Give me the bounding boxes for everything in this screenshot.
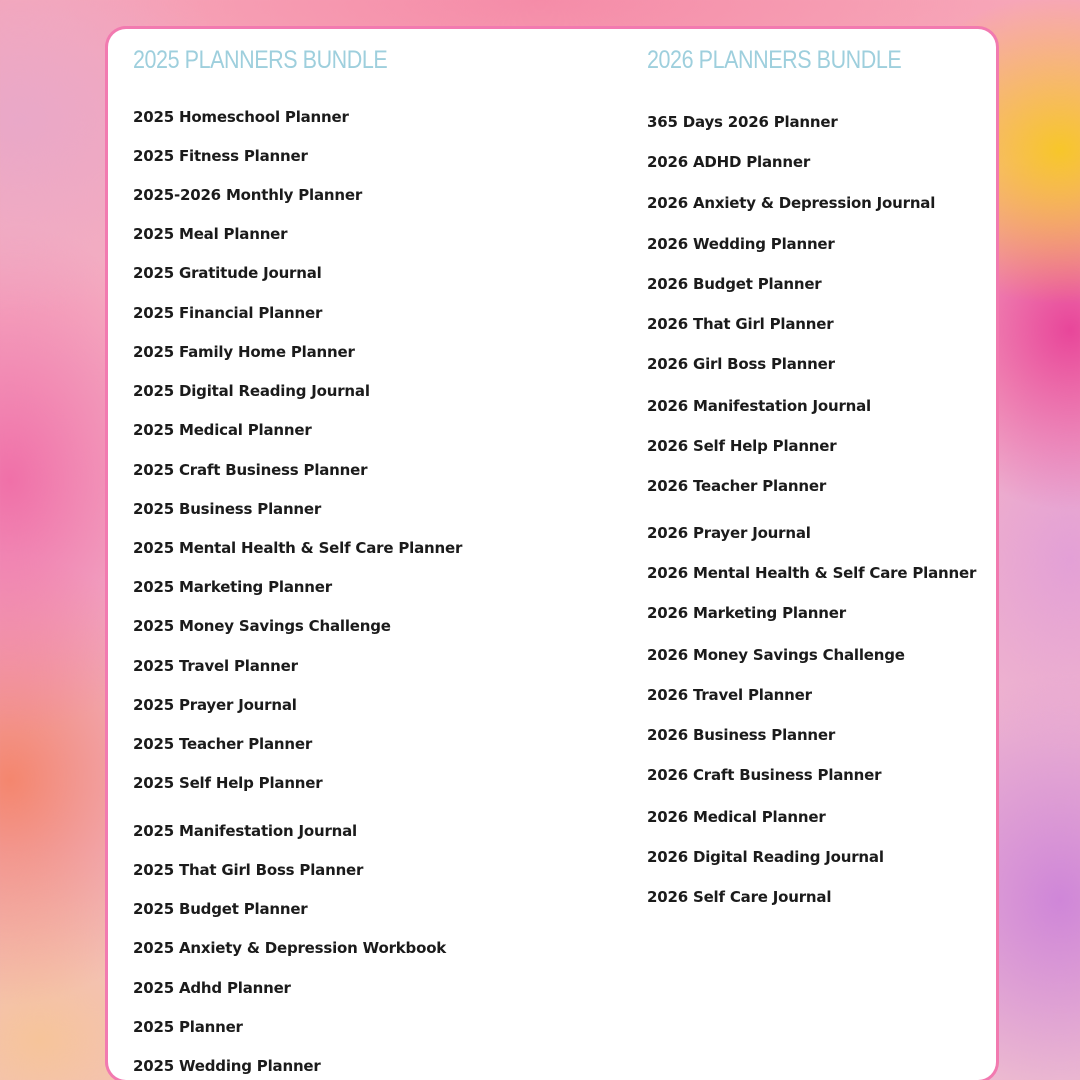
list-item: 2025 Fitness Planner	[133, 147, 308, 165]
list-item: 2026 Travel Planner	[647, 686, 812, 704]
list-item: 2026 Teacher Planner	[647, 477, 827, 495]
list-item: 2025 Money Savings Challenge	[133, 617, 391, 635]
list-item: 2025 Manifestation Journal	[133, 822, 357, 840]
planners-2025-heading: 2025 PLANNERS BUNDLE	[133, 46, 388, 74]
list-item: 2026 Girl Boss Planner	[647, 355, 835, 373]
list-item: 2025 Financial Planner	[133, 304, 323, 322]
list-item: 2025 Mental Health & Self Care Planner	[133, 539, 463, 557]
list-item: 2025 Anxiety & Depression Workbook	[133, 939, 447, 957]
list-item: 2025 Wedding Planner	[133, 1057, 321, 1075]
list-item: 2026 Medical Planner	[647, 808, 826, 826]
list-item: 2025 Travel Planner	[133, 657, 298, 675]
list-item: 2025-2026 Monthly Planner	[133, 186, 363, 204]
list-item: 2026 Manifestation Journal	[647, 397, 871, 415]
list-item: 365 Days 2026 Planner	[647, 113, 838, 131]
list-item: 2026 Self Help Planner	[647, 437, 837, 455]
list-item: 2026 Marketing Planner	[647, 604, 846, 622]
list-item: 2026 Money Savings Challenge	[647, 646, 905, 664]
list-item: 2025 Family Home Planner	[133, 343, 355, 361]
list-item: 2026 That Girl Planner	[647, 315, 834, 333]
list-item: 2025 Business Planner	[133, 500, 322, 518]
list-item: 2025 Meal Planner	[133, 225, 288, 243]
list-item: 2026 Prayer Journal	[647, 524, 811, 542]
list-item: 2025 Budget Planner	[133, 900, 308, 918]
list-item: 2026 ADHD Planner	[647, 153, 811, 171]
planners-2026-heading: 2026 PLANNERS BUNDLE	[647, 46, 902, 74]
list-item: 2025 Craft Business Planner	[133, 461, 368, 479]
list-item: 2026 Budget Planner	[647, 275, 822, 293]
list-item: 2025 Homeschool Planner	[133, 108, 349, 126]
list-item: 2025 Planner	[133, 1018, 243, 1036]
list-item: 2026 Business Planner	[647, 726, 836, 744]
list-item: 2026 Mental Health & Self Care Planner	[647, 564, 977, 582]
list-item: 2025 Digital Reading Journal	[133, 382, 370, 400]
list-item: 2025 Self Help Planner	[133, 774, 323, 792]
list-item: 2025 Adhd Planner	[133, 979, 291, 997]
list-item: 2026 Anxiety & Depression Journal	[647, 194, 936, 212]
list-item: 2025 Teacher Planner	[133, 735, 313, 753]
list-item: 2025 Gratitude Journal	[133, 264, 322, 282]
bundle-list-panel	[108, 29, 996, 1080]
list-item: 2026 Digital Reading Journal	[647, 848, 884, 866]
list-item: 2025 Prayer Journal	[133, 696, 297, 714]
list-item: 2026 Wedding Planner	[647, 235, 835, 253]
list-item: 2025 That Girl Boss Planner	[133, 861, 364, 879]
list-item: 2025 Medical Planner	[133, 421, 312, 439]
list-item: 2026 Self Care Journal	[647, 888, 832, 906]
list-item: 2025 Marketing Planner	[133, 578, 332, 596]
list-item: 2026 Craft Business Planner	[647, 766, 882, 784]
